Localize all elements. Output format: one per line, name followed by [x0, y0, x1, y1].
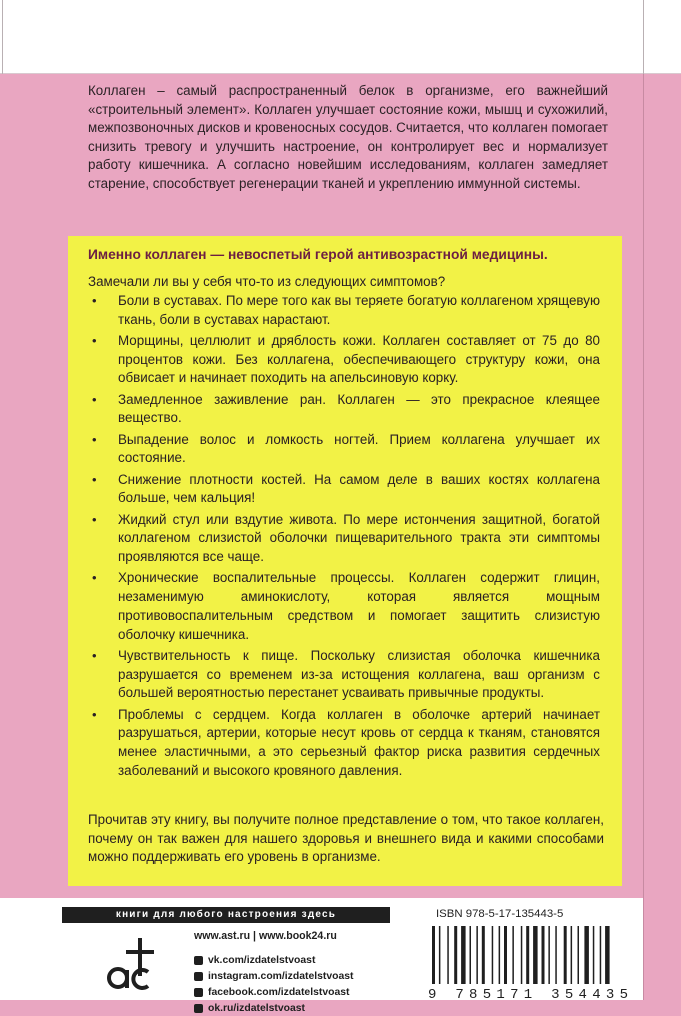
social-link-vk[interactable] — [194, 952, 394, 968]
social-link-label: facebook.com/izdatelstvoast — [208, 986, 350, 998]
list-item — [88, 471, 600, 508]
barcode-icon — [426, 926, 636, 1003]
symptom-text: Снижение плотности костей. На самом деле в ваших костях коллагена больше, чем кальция! — [118, 471, 600, 506]
publisher-websites[interactable]: www.ast.ru | www.book24.ru — [194, 930, 337, 942]
bullet-icon: • — [92, 471, 97, 487]
social-link-label: instagram.com/izdatelstvoast — [208, 970, 354, 982]
list-item — [88, 431, 600, 468]
publisher-slogan: книги для любого настроения здесь — [62, 907, 390, 923]
cover-edge-line-right — [643, 0, 644, 74]
bullet-icon: • — [92, 511, 97, 527]
spine-fold-line — [643, 74, 644, 1000]
list-item — [88, 569, 600, 644]
social-link-label: ok.ru/izdatelstvoast — [208, 1002, 306, 1014]
top-white-strip — [0, 0, 681, 74]
symptom-text: Боли в суставах. По мере того как вы теряете богатую коллагеном хрящевую ткань, боли в суставах нарастают. — [118, 293, 600, 327]
bullet-icon: • — [92, 431, 97, 447]
symptom-text: Замедленное заживление ран. Коллаген — это прекрасное клеящее вещество. — [118, 391, 600, 426]
vk-icon — [194, 956, 203, 965]
symptom-text: Жидкий стул или вздутие живота. По мере истончения защитной, богатой коллагеном слизистой оболочки пищеварительного тракта эти симптомы проявляются все чаще. — [118, 511, 600, 565]
ok-icon — [194, 1004, 203, 1013]
box-question: Замечали ли вы у себя что-то из следующих симптомов? — [88, 274, 446, 289]
bullet-icon: • — [92, 333, 97, 348]
symptom-text: Чувствительность к пище. Поскольку слизистая оболочка кишечника разрушается со временем из-за истощения коллагена, ваш организм с большей вероятностью перестанет усваивать привычные продукты. — [118, 647, 600, 701]
bullet-icon: • — [92, 293, 97, 308]
list-item — [88, 391, 600, 428]
social-link-label: vk.com/izdatelstvoast — [208, 954, 316, 966]
list-item — [88, 511, 600, 567]
bullet-icon: • — [92, 570, 97, 586]
list-item — [88, 332, 600, 388]
instagram-icon — [194, 972, 203, 981]
social-links — [194, 952, 394, 1016]
isbn-number: ISBN 978-5-17-135443-5 — [436, 908, 564, 920]
cover-edge-line-left — [2, 0, 3, 74]
social-link-instagram[interactable] — [194, 968, 394, 984]
social-link-facebook[interactable] — [194, 984, 394, 1000]
bullet-icon: • — [92, 706, 97, 722]
symptom-text: Морщины, целлюлит и дряблость кожи. Коллаген составляет от 75 до 80 процентов кожи. Без коллагена, обеспечивающего структуру кожи, она обвисает и начинает походить на апельсиновую корку. — [118, 333, 600, 386]
symptom-text: Проблемы с сердцем. Когда коллаген в оболочке артерий начинает разрушаться, артерии, которые несут кровь от сердца к тканям, становятся менее эластичными, а это серьезный фактор риска развития сердечных заболеваний и высокого кровяного давления. — [118, 706, 600, 778]
bullet-icon: • — [92, 391, 97, 407]
symptom-text: Выпадение волос и ломкость ногтей. Прием коллагена улучшает их состояние. — [118, 431, 600, 466]
box-conclusion: Прочитав эту книгу, вы получите полное представление о том, что такое коллаген, почему он так важен для нашего здоровья и внешнего вида и какими способами можно поддерживать его уровень в организме. — [88, 812, 604, 865]
symptoms-box — [68, 236, 622, 886]
symptom-list — [88, 292, 600, 783]
list-item — [88, 647, 600, 703]
facebook-icon — [194, 988, 203, 997]
list-item — [88, 706, 600, 781]
symptom-text: Хронические воспалительные процессы. Коллаген содержит глицин, незаменимую аминокислоту, которая является мощным противовоспалительным средством и помогает защитить слизистую оболочку кишечника. — [118, 570, 600, 642]
list-item — [88, 292, 600, 329]
barcode-digits: 9 785171 354435 — [428, 987, 628, 1003]
ast-logo-icon — [104, 932, 166, 994]
box-headline: Именно коллаген — невоспетый герой антивозрастной медицины. — [88, 247, 548, 262]
intro-paragraph: Коллаген – самый распространенный белок в организме, его важнейший «строительный элемент». Коллаген улучшает состояние кожи, мышц и сухожилий, межпозвоночных дисков и кровеносных сосудов. Считается, что коллаген помогает снизить тревогу и улучшить настроение, он контролирует вес и нормализует работу кишечника. А согласно новейшим исследованиям, коллаген замедляет старение, способствует регенерации тканей и укреплению иммунной системы. — [88, 83, 609, 191]
social-link-ok[interactable] — [194, 1000, 394, 1016]
bullet-icon: • — [92, 647, 97, 663]
